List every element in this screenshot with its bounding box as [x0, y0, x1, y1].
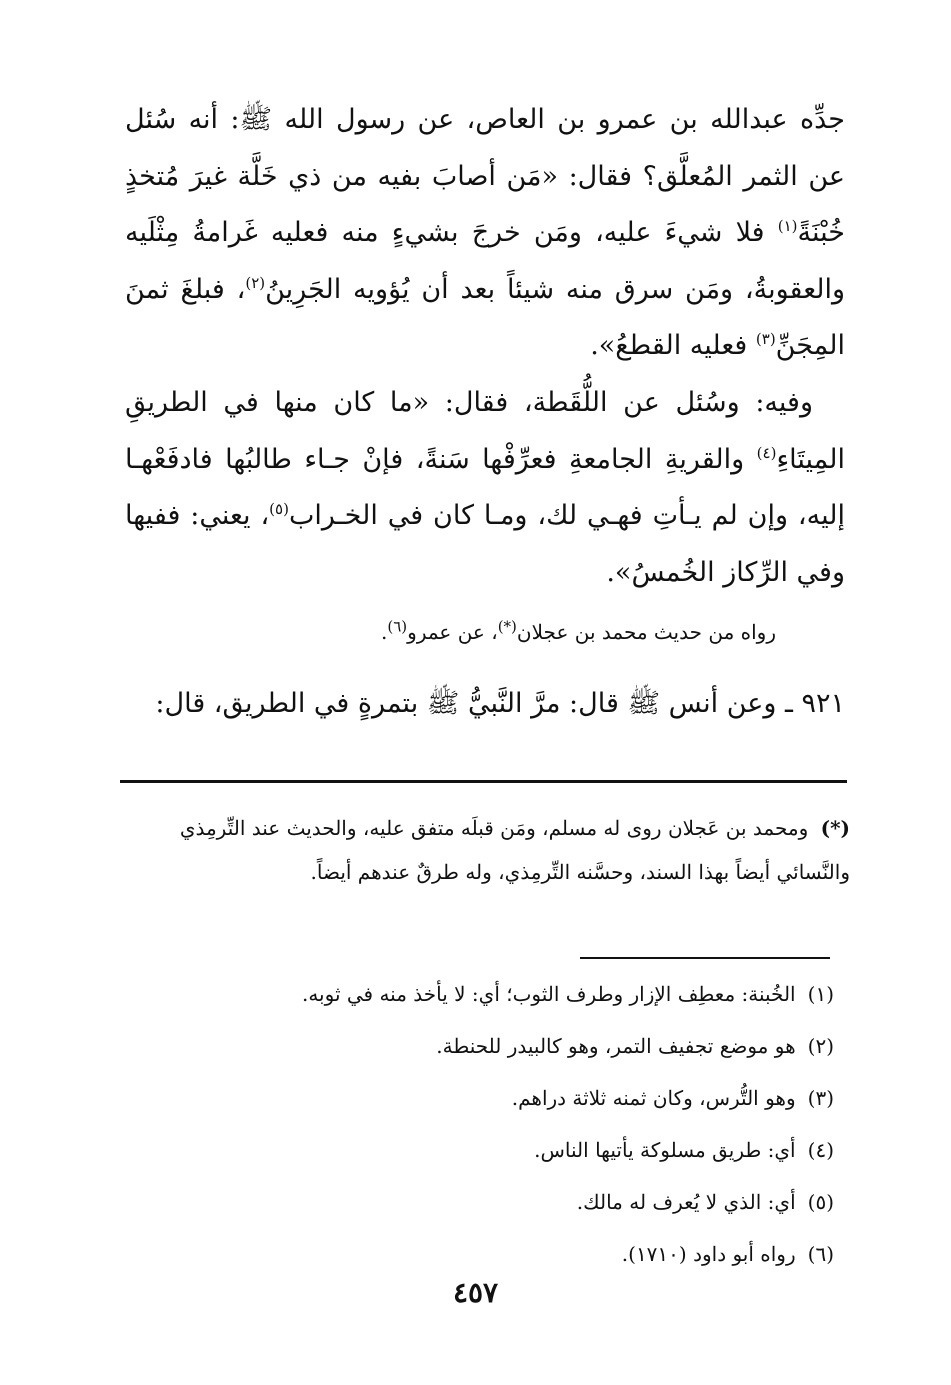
footnote-1: [154, 968, 834, 1020]
paragraph-2: [125, 375, 845, 601]
main-line-1: جدِّه عبدالله بن عمرو بن العاص، عن رسول الله ﷺ: أنه سُئل عن الثمر: [125, 104, 846, 192]
footnote-text: هو موضع تجفيف التمر، وهو كالبيدر للحنطة.: [436, 1034, 796, 1058]
main-text: [125, 92, 845, 601]
footnote-number: (٢): [807, 1034, 834, 1058]
narration-text: رواه من حديث محمد بن عجلان: [516, 620, 776, 644]
main-line-4: ، فبلغَ ثمنَ المِجَنِّ: [125, 273, 845, 362]
footnote-ref-4[interactable]: (٤): [756, 443, 777, 462]
footnote-2: [154, 1020, 834, 1072]
footnote-text: أي: الذي لا يُعرف له مالك.: [576, 1190, 796, 1214]
main-line-3: فلا شيءَ عليه، ومَن خرجَ بشيءٍ منه فعليه غَرامةُ مِثْلَيه والعقوبةُ، ومَن سرق منه شيئاً بعد أن يُؤويه الجَرِينُ: [125, 217, 845, 305]
footnote-number: (٤): [807, 1138, 834, 1162]
narration-end: .: [381, 620, 388, 644]
footnote-number: (٦): [807, 1242, 834, 1266]
footnote-number: (٥): [807, 1190, 834, 1214]
hadith-921: ٩٢١ ـ وعن أنس ﷺ قال: مرَّ النَّبيُّ ﷺ بتمرةٍ في الطريق، قال:: [155, 688, 845, 719]
star-note-ref[interactable]: (*): [497, 617, 517, 636]
narration-text-2: ، عن عمرو: [407, 620, 498, 644]
footnote-separator-long: [120, 780, 847, 783]
footnote-4: [154, 1124, 834, 1176]
footnote-number: (١): [807, 982, 834, 1006]
footnote-separator-short: [580, 957, 830, 959]
footnote-5: [154, 1176, 834, 1228]
main-line-2: المُعلَّق؟ فقال: «مَن أصابَ بفيه من ذي خَلَّة غيرَ مُتخذٍ خُبْنَةً: [125, 160, 845, 249]
narration-line: [176, 612, 776, 652]
paragraph-1: [125, 92, 845, 375]
footnote-text: أي: طريق مسلوكة يأتيها الناس.: [534, 1138, 796, 1162]
page-number: ٤٥٧: [452, 1276, 499, 1309]
main-line-5: فعليه القطعُ».: [590, 330, 748, 362]
footnote-ref-3[interactable]: (٣): [755, 330, 776, 349]
footnote-ref-1[interactable]: (١): [777, 217, 798, 236]
footnote-ref-6[interactable]: (٦): [387, 617, 408, 636]
star-note-text: ومحمد بن عَجلان روى له مسلم، ومَن قبلَه متفق عليه، والحديث عند التِّرمِذي والنَّسائي أيضاً بهذا السند، وحسَّنه التِّرمِذي، وله طرقٌ عندهم أيضاً.: [179, 816, 850, 884]
footnote-ref-2[interactable]: (٢): [245, 273, 266, 292]
footnote-6: [154, 1228, 834, 1280]
main-line-6: وفيه: وسُئل عن اللُّقَطة، فقال: «ما كان منها في الطريقِ المِيتَاءِ: [125, 386, 845, 475]
star-note: [108, 806, 850, 894]
footnotes-list: [154, 968, 834, 1280]
footnote-text: الخُبنة: معطِف الإزار وطرف الثوب؛ أي: لا يأخذ منه في ثوبه.: [301, 982, 796, 1006]
main-line-7: والقريةِ الجامعةِ فعرِّفْها سَنةً، فإنْ جـاء طالبُها فادفَعْهـا إليه، وإن لم يـأتِ فهـي لك، ومـا كان في الخـراب: [125, 443, 845, 532]
main-line-8: ، يعني: ففيها وفي الرِّكاز الخُمسُ».: [125, 500, 845, 588]
footnote-text: رواه أبو داود (١٧١٠).: [621, 1242, 796, 1266]
footnote-3: [154, 1072, 834, 1124]
star-note-marker: (*): [820, 816, 850, 840]
footnote-ref-5[interactable]: (٥): [269, 500, 289, 519]
footnote-text: وهو التُّرس، وكان ثمنه ثلاثة دراهم.: [511, 1086, 796, 1110]
footnote-number: (٣): [807, 1086, 834, 1110]
